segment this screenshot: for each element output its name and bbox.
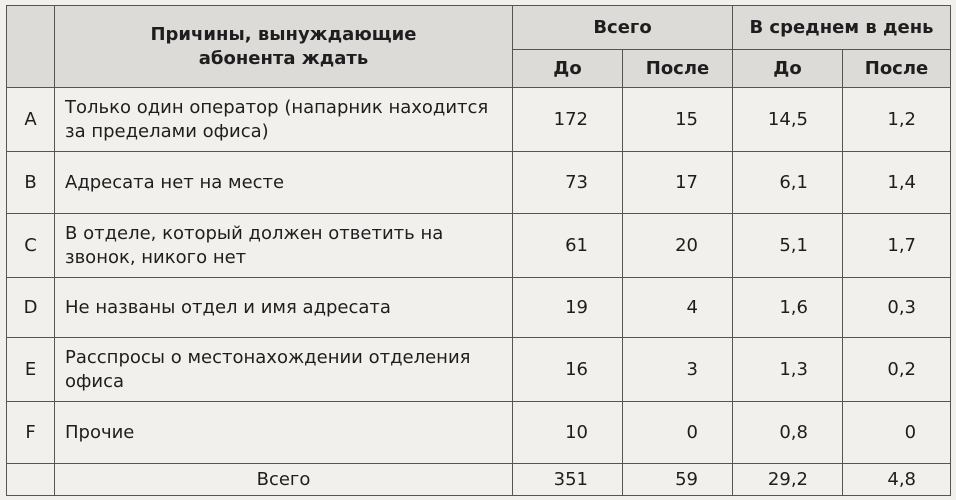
row-code: F [7,402,55,464]
row-total-after: 17 [623,152,733,214]
row-avg-before: 5,1 [733,214,843,278]
footer-total-before: 351 [513,464,623,496]
row-avg-before: 1,3 [733,338,843,402]
header-total-after: После [623,50,733,88]
row-avg-after: 0 [843,402,951,464]
row-avg-before: 1,6 [733,278,843,338]
row-total-before: 73 [513,152,623,214]
row-reason: Не названы отдел и имя адресата [55,278,513,338]
row-total-after: 0 [623,402,733,464]
table-row [7,152,951,214]
reasons-table [6,5,951,496]
table-footer-row [7,464,951,496]
row-avg-before: 6,1 [733,152,843,214]
row-total-after: 3 [623,338,733,402]
row-avg-after: 1,2 [843,88,951,152]
row-total-after: 20 [623,214,733,278]
header-avg: В среднем в день [733,6,951,50]
row-reason: Адресата нет на месте [55,152,513,214]
table-row [7,338,951,402]
row-reason: Только один оператор (напарник находится за пределами офиса) [55,88,513,152]
row-code: D [7,278,55,338]
row-total-after: 4 [623,278,733,338]
row-avg-after: 0,2 [843,338,951,402]
table-row [7,214,951,278]
footer-total-after: 59 [623,464,733,496]
row-avg-before: 14,5 [733,88,843,152]
footer-avg-before: 29,2 [733,464,843,496]
footer-avg-after: 4,8 [843,464,951,496]
row-reason: Расспросы о местонахождении отделения офиса [55,338,513,402]
row-total-before: 19 [513,278,623,338]
header-avg-before: До [733,50,843,88]
table-row [7,88,951,152]
row-avg-before: 0,8 [733,402,843,464]
row-total-before: 16 [513,338,623,402]
table-row [7,402,951,464]
header-code-cell [7,6,55,88]
row-code: E [7,338,55,402]
row-code: A [7,88,55,152]
row-total-before: 10 [513,402,623,464]
row-total-after: 15 [623,88,733,152]
row-avg-after: 1,4 [843,152,951,214]
footer-code-cell [7,464,55,496]
header-reason: Причины, вынуждающие абонента ждать [55,6,513,88]
header-total-before: До [513,50,623,88]
footer-label: Всего [55,464,513,496]
header-total: Всего [513,6,733,50]
row-total-before: 172 [513,88,623,152]
row-reason: В отделе, который должен ответить на звонок, никого нет [55,214,513,278]
row-total-before: 61 [513,214,623,278]
row-avg-after: 0,3 [843,278,951,338]
row-avg-after: 1,7 [843,214,951,278]
row-reason: Прочие [55,402,513,464]
table-row [7,278,951,338]
row-code: B [7,152,55,214]
row-code: C [7,214,55,278]
header-avg-after: После [843,50,951,88]
